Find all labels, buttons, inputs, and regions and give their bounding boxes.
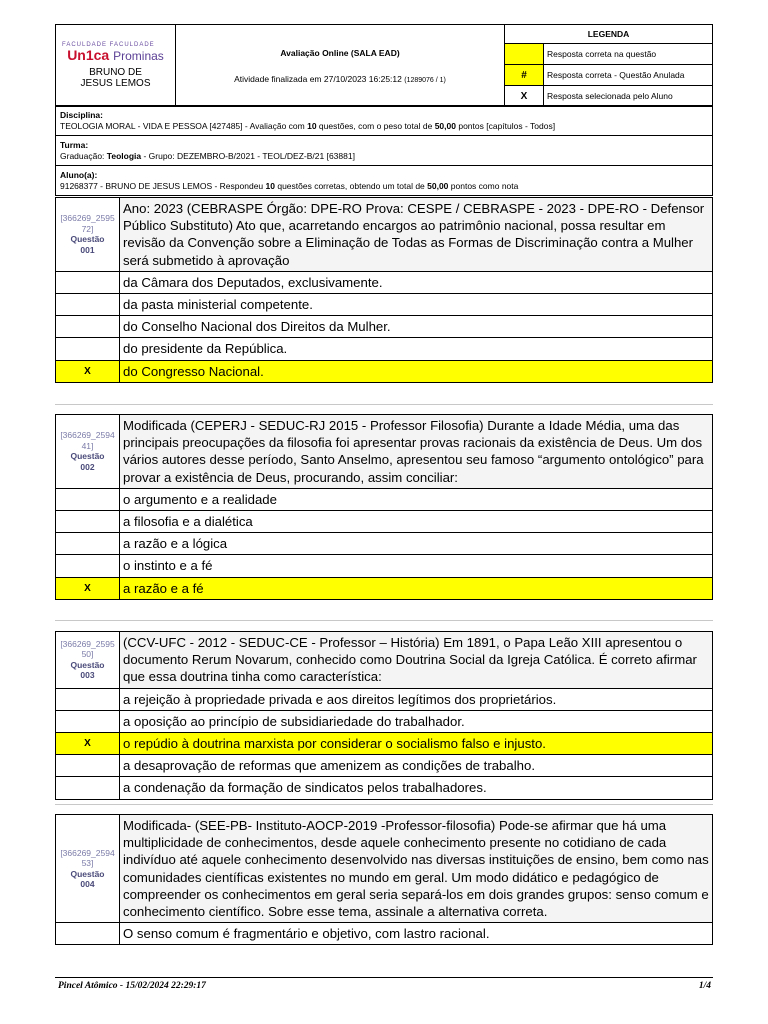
question-separator: [55, 804, 713, 805]
question-label: Questão: [70, 451, 105, 462]
alt-mark: [56, 923, 120, 945]
alternative: O senso comum é fragmentário e objetivo, com lastro racional.: [120, 923, 713, 945]
logo-unica: Un1ca: [67, 47, 110, 63]
alternative: do presidente da República.: [120, 338, 713, 360]
header-title-cell: [176, 25, 505, 107]
legend-symbol-correct: [505, 44, 544, 65]
question-id: [366269_2594 53]: [60, 847, 115, 869]
question-stem: Modificada- (SEE-PB- Instituto-AOCP-2019 -Professor-filosofia) Pode-se afirmar que há uma multiplicidade de conhecimentos, desde aquele conhecimento presente no cotidiano de cada indivíduo até aquele conhecimento desenvolvido nas diversas instituições de ensino, bem como nas comunidades científicas existentes no mundo em geral. Um modo didático e pedagógico de compreender os conhecimentos em geral seria separá-los em dois grandes grupos: senso comum e conhecimento científico. Sobre esse tema, assinale a alternativa correta.: [120, 815, 713, 923]
finished-text: Atividade finalizada em 27/10/2023 16:25:12: [234, 73, 402, 84]
logo: [58, 49, 173, 63]
footer-divider: [55, 977, 713, 978]
student-text: 91268377 - BRUNO DE JESUS LEMOS - Respondeu 10 questões corretas, obtendo um total de 50,00 pontos como nota: [60, 180, 519, 191]
alt-mark: [56, 511, 120, 533]
question-label: Questão: [70, 234, 105, 245]
alternative: a oposição ao princípio de subsidiariedade do trabalhador.: [120, 710, 713, 732]
alt-mark: [56, 755, 120, 777]
page-number: 1/4: [698, 981, 711, 991]
alt-mark: [56, 688, 120, 710]
question-number: 004: [80, 879, 95, 890]
report-header: [55, 24, 713, 107]
question-label: Questão: [70, 659, 105, 670]
class-block: [55, 135, 713, 166]
alternative: a desaprovação de reformas que amenizem as condições de trabalho.: [120, 755, 713, 777]
question-id: [366269_2594 41]: [60, 430, 115, 451]
alternative-selected: a razão e a fé: [120, 577, 713, 599]
alt-mark-selected: X: [56, 360, 120, 382]
question-stem: (CCV-UFC - 2012 - SEDUC-CE - Professor – História) Em 1891, o Papa Leão XIII apresentou o documento Rerum Novarum, conhecido como Doutrina Social da Igreja Católica. É correto afirmar que essa doutrina tinha como característica:: [120, 632, 713, 689]
discipline-block: [55, 105, 713, 136]
alternative: o argumento e a realidade: [120, 488, 713, 510]
question-number: 001: [80, 244, 95, 255]
question-id-cell: [56, 415, 120, 489]
question-id-cell: [56, 815, 120, 923]
student-label: Aluno(a):: [60, 170, 98, 180]
student-name: BRUNO DE JESUS LEMOS: [80, 67, 151, 89]
legend-text-correct: Resposta correta na questão: [544, 44, 713, 65]
alt-mark: [56, 533, 120, 555]
question-id-cell: [56, 198, 120, 272]
alt-mark: [56, 294, 120, 316]
question-id: [366269_2595 50]: [60, 638, 115, 660]
discipline-text: TEOLOGIA MORAL - VIDA E PESSOA [427485] - Avaliação com 10 questões, com o peso total de 50,00 pontos [capítulos - Todos]: [60, 120, 556, 131]
question-label: Questão: [70, 868, 105, 879]
question-separator: [55, 620, 713, 621]
alternative-selected: o repúdio à doutrina marxista por considerar o socialismo falso e injusto.: [120, 733, 713, 755]
question-001: [55, 197, 713, 383]
question-number: 002: [80, 461, 95, 472]
alt-mark: [56, 271, 120, 293]
alternative: a condenação da formação de sindicatos pelos trabalhadores.: [120, 777, 713, 799]
question-stem: Modificada (CEPERJ - SEDUC-RJ 2015 - Professor Filosofia) Durante a Idade Média, uma das principais preocupações da filosofia foi apresentar provas racionais da existência de Deus. Um dos vários autores desse período, Santo Anselmo, apresentou seu famoso “argumento ontológico” para provar a existência de Deus, procurando, assim conciliar:: [120, 415, 713, 489]
alt-mark: [56, 338, 120, 360]
legend-title: LEGENDA: [505, 25, 713, 44]
alternative: o instinto e a fé: [120, 555, 713, 577]
alternative: do Conselho Nacional dos Direitos da Mulher.: [120, 316, 713, 338]
question-stem: Ano: 2023 (CEBRASPE Órgão: DPE-RO Prova: CESPE / CEBRASPE - 2023 - DPE-RO - Defensor Público Substituto) Ato que, acarretando encargos ao patrimônio nacional, possa resultar em revisão da Convenção sobre a Eliminação de Todas as Formas de Discriminação contra a Mulher será submetido à aprovação: [120, 198, 713, 272]
alt-mark: [56, 777, 120, 799]
alternative: a filosofia e a dialética: [120, 511, 713, 533]
alternative-selected: do Congresso Nacional.: [120, 360, 713, 382]
alternative: a rejeição à propriedade privada e aos direitos legítimos dos proprietários.: [120, 688, 713, 710]
student-block: [55, 165, 713, 196]
legend-text-selected: Resposta selecionada pelo Aluno: [544, 86, 713, 107]
institution-logo-cell: [56, 25, 176, 107]
page-title: Avaliação Online (SALA EAD): [280, 47, 400, 58]
class-label: Turma:: [60, 140, 89, 150]
legend-symbol-selected: X: [505, 86, 544, 107]
alt-mark: [56, 555, 120, 577]
logo-prominas: Prominas: [113, 49, 164, 63]
discipline-label: Disciplina:: [60, 110, 103, 120]
alternative: a razão e a lógica: [120, 533, 713, 555]
question-separator: [55, 404, 713, 405]
legend-symbol-annulled: #: [505, 65, 544, 86]
question-004: [55, 814, 713, 945]
alt-mark-selected: X: [56, 577, 120, 599]
question-id-cell: [56, 632, 120, 689]
alt-mark: [56, 488, 120, 510]
finished-info: [176, 74, 504, 84]
legend-text-annulled: Resposta correta - Questão Anulada: [544, 65, 713, 86]
class-text: Graduação: Teologia - Grupo: DEZEMBRO-B/2021 - TEOL/DEZ-B/21 [63881]: [60, 150, 355, 161]
footer-timestamp: Pincel Atômico - 15/02/2024 22:29:17: [58, 981, 206, 991]
alt-mark-selected: X: [56, 733, 120, 755]
alt-mark: [56, 316, 120, 338]
alternative: da pasta ministerial competente.: [120, 294, 713, 316]
question-002: [55, 414, 713, 600]
question-003: [55, 631, 713, 800]
question-number: 003: [80, 670, 95, 681]
finished-code: (1289076 / 1): [404, 76, 446, 84]
logo-small-text: FACULDADE FACULDADE: [62, 42, 155, 48]
alt-mark: [56, 710, 120, 732]
alternative: da Câmara dos Deputados, exclusivamente.: [120, 271, 713, 293]
question-id: [366269_2595 72]: [60, 213, 115, 234]
